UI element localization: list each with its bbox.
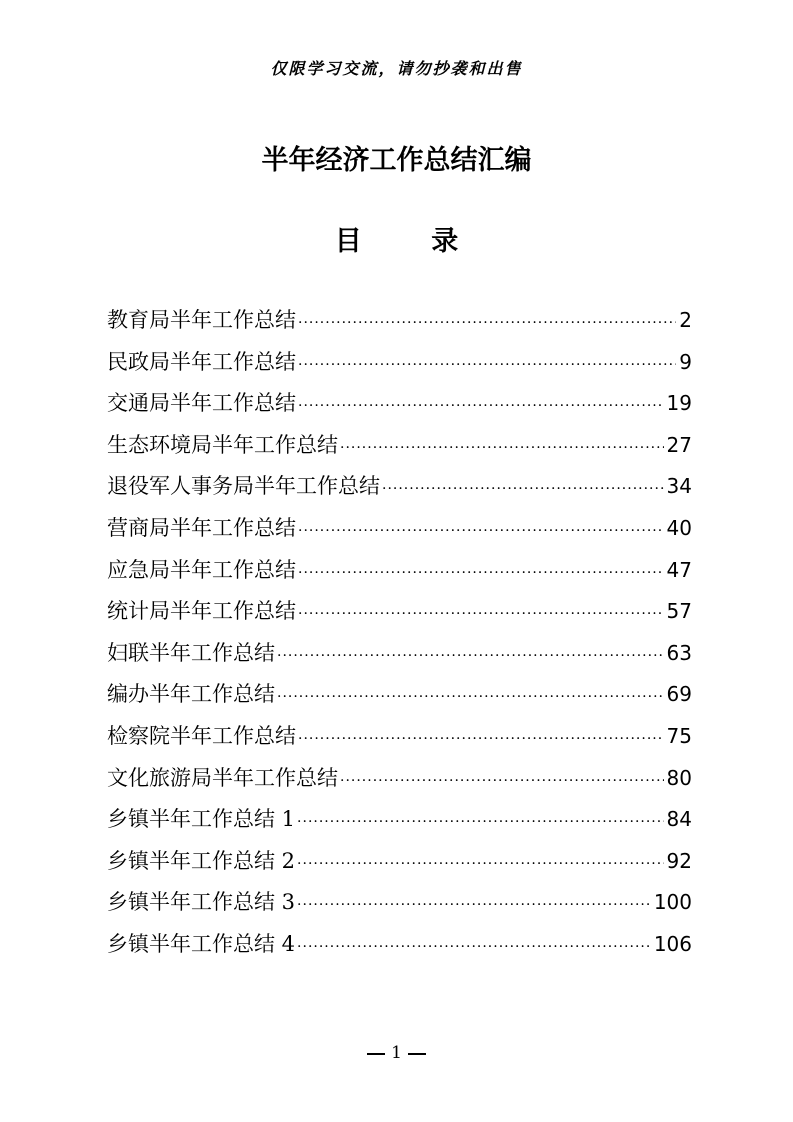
- toc-entry[interactable]: [107, 342, 692, 384]
- toc-entry[interactable]: [107, 758, 692, 800]
- toc-dot-leader: [298, 511, 664, 553]
- toc-entry[interactable]: [107, 300, 692, 342]
- toc-entry-title: 营商局半年工作总结: [107, 515, 296, 540]
- toc-dot-leader: [298, 719, 664, 761]
- toc-entry[interactable]: [107, 716, 692, 758]
- table-of-contents: [107, 300, 692, 966]
- toc-entry-page: 75: [666, 723, 692, 748]
- toc-entry[interactable]: [107, 508, 692, 550]
- toc-dot-leader: [297, 844, 664, 886]
- toc-dot-leader: [340, 428, 664, 470]
- toc-entry-page: 57: [666, 599, 692, 624]
- toc-entry[interactable]: [107, 466, 692, 508]
- toc-entry-title: 退役军人事务局半年工作总结: [107, 474, 380, 499]
- toc-entry-page: 106: [653, 931, 692, 956]
- toc-entry-title: 乡镇半年工作总结 2: [107, 848, 296, 873]
- page-number: 1: [391, 1043, 402, 1063]
- footer-dash-right: [408, 1053, 426, 1055]
- toc-dot-leader: [297, 885, 651, 927]
- document-title: 半年经济工作总结汇编: [261, 145, 532, 176]
- toc-dot-leader: [298, 553, 664, 595]
- toc-dot-leader: [297, 802, 664, 844]
- toc-entry-page: 9: [679, 349, 692, 374]
- toc-entry[interactable]: [107, 425, 692, 467]
- page-footer: [0, 1041, 793, 1065]
- toc-dot-leader: [298, 594, 664, 636]
- toc-entry[interactable]: [107, 550, 692, 592]
- toc-dot-leader: [298, 345, 676, 387]
- toc-entry[interactable]: [107, 383, 692, 425]
- toc-entry[interactable]: [107, 924, 692, 966]
- toc-entry-page: 19: [666, 391, 692, 416]
- toc-entry-page: 27: [666, 432, 692, 457]
- toc-entry-page: 47: [666, 557, 692, 582]
- toc-entry-title: 妇联半年工作总结: [107, 640, 275, 665]
- toc-entry-page: 34: [666, 474, 692, 499]
- toc-dot-leader: [298, 386, 664, 428]
- toc-entry-page: 40: [666, 515, 692, 540]
- toc-entry-title: 乡镇半年工作总结 3: [107, 890, 296, 915]
- toc-entry-title: 民政局半年工作总结: [107, 349, 296, 374]
- toc-entry-title: 交通局半年工作总结: [107, 391, 296, 416]
- toc-entry[interactable]: [107, 591, 692, 633]
- toc-entry-title: 应急局半年工作总结: [107, 557, 296, 582]
- toc-entry-title: 检察院半年工作总结: [107, 723, 296, 748]
- toc-entry-page: 84: [666, 807, 692, 832]
- toc-entry-page: 2: [679, 308, 692, 332]
- toc-entry-page: 92: [666, 848, 692, 873]
- toc-entry[interactable]: [107, 882, 692, 924]
- toc-dot-leader: [277, 636, 664, 678]
- toc-entry[interactable]: [107, 633, 692, 675]
- toc-entry-page: 100: [653, 890, 692, 915]
- toc-entry[interactable]: [107, 841, 692, 883]
- toc-entry-title: 统计局半年工作总结: [107, 599, 296, 624]
- toc-entry-title: 乡镇半年工作总结 1: [107, 807, 296, 832]
- toc-entry[interactable]: [107, 799, 692, 841]
- toc-entry[interactable]: [107, 674, 692, 716]
- header-note: 仅限学习交流，请勿抄袭和出售: [270, 59, 523, 78]
- toc-entry-title: 教育局半年工作总结: [107, 308, 296, 332]
- toc-entry-page: 69: [666, 682, 692, 707]
- toc-dot-leader: [277, 677, 664, 719]
- toc-dot-leader: [298, 303, 676, 345]
- toc-entry-page: 63: [666, 640, 692, 665]
- toc-entry-title: 乡镇半年工作总结 4: [107, 931, 296, 956]
- toc-entry-page: 80: [666, 765, 692, 790]
- toc-entry-title: 生态环境局半年工作总结: [107, 432, 338, 457]
- toc-entry-title: 文化旅游局半年工作总结: [107, 765, 338, 790]
- toc-dot-leader: [297, 927, 651, 969]
- toc-entry-title: 编办半年工作总结: [107, 682, 275, 707]
- toc-heading: 目 录: [334, 226, 489, 257]
- toc-dot-leader: [340, 761, 664, 803]
- toc-dot-leader: [382, 469, 664, 511]
- footer-dash-left: [367, 1053, 385, 1055]
